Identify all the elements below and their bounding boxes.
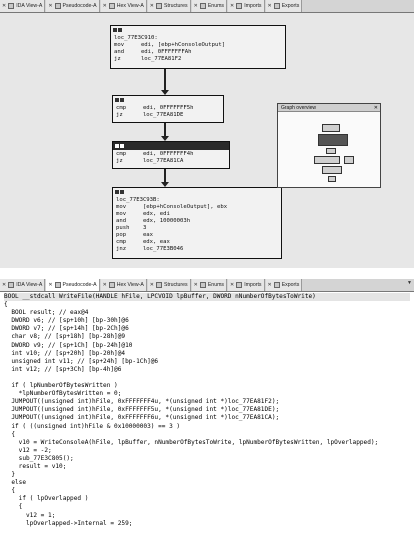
ida-view-icon [8, 282, 14, 288]
close-icon[interactable]: ✕ [373, 104, 378, 111]
node-3-code: cmp edi, 0FFFFFFF4h jz loc_77EA81CA [116, 151, 194, 164]
graph-node-4[interactable] [112, 187, 282, 259]
node-1-code: loc_77E3C910: mov edi, [ebp+hConsoleOutput] and edi, 0FFFFFFFAh jz loc_77EA81F2 [114, 35, 226, 62]
code-line: BOOL __stdcall WriteFile(HANDLE hFile, LPCVOID lpBuffer, DWORD nNumberOfBytesToWrite) [4, 293, 410, 301]
code-line: sub_77E3C805(); [4, 454, 74, 462]
code-line: DWORD v9; // [sp+1Ch] [bp-24h]@10 [4, 341, 133, 349]
overview-node [314, 156, 340, 164]
code-line: JUMPOUT((unsigned int)hFile, 0xFFFFFFF5u, *(unsigned int *)loc_77EA81DE); [4, 406, 280, 414]
imports-icon [236, 3, 242, 9]
code-line: unsigned int v11; // [sp+24h] [bp-1Ch]@6 [4, 357, 159, 365]
node-header [113, 96, 223, 104]
code-line: if ( lpNumberOfBytesWritten ) [4, 382, 118, 390]
tab-exports[interactable]: ✕ Exports [266, 279, 303, 291]
hex-view-icon [109, 282, 115, 288]
pseudocode-text[interactable] [0, 292, 414, 545]
code-line: BOOL result; // eax@4 [4, 309, 89, 317]
code-line: char v8; // [sp+18h] [bp-28h]@9 [4, 333, 126, 341]
code-line: int v12; // [sp+3Ch] [bp-4h]@6 [4, 365, 122, 373]
overview-node [328, 176, 336, 182]
exports-icon [274, 3, 280, 9]
overview-node [322, 124, 340, 132]
close-icon[interactable]: ✕ [230, 3, 235, 9]
graph-edge [164, 123, 166, 137]
close-icon[interactable]: ✕ [2, 3, 7, 9]
structures-icon [156, 282, 162, 288]
code-line [4, 374, 410, 382]
close-icon[interactable]: ✕ [149, 282, 154, 288]
code-line: v12 = -2; [4, 446, 52, 454]
enums-icon [200, 3, 206, 9]
tab-hex-view[interactable]: ✕ Hex View-A [101, 0, 147, 12]
code-line: v12 = 1; [4, 511, 56, 519]
code-line: *lpNumberOfBytesWritten = 0; [4, 390, 122, 398]
pseudocode-icon [55, 282, 61, 288]
overview-node [322, 166, 342, 174]
imports-icon [236, 282, 242, 288]
structures-icon [156, 3, 162, 9]
node-header [113, 188, 281, 196]
tab-imports[interactable]: ✕ Imports [228, 279, 265, 291]
ida-view-icon [8, 3, 14, 9]
hex-view-icon [109, 3, 115, 9]
overview-node [344, 156, 354, 164]
close-icon[interactable]: ✕ [48, 3, 53, 9]
code-line: if ( ((unsigned int)hFile & 0x10000003) == 3 ) [4, 422, 181, 430]
tab-exports[interactable]: ✕ Exports [266, 0, 303, 12]
tab-structures[interactable]: ✕ Structures [148, 0, 191, 12]
graph-edge [164, 169, 166, 183]
close-icon[interactable]: ✕ [193, 3, 198, 9]
graph-node-3[interactable] [112, 141, 230, 169]
node-header [113, 142, 229, 150]
code-line: { [4, 430, 16, 438]
graph-node-2[interactable] [112, 95, 224, 123]
overview-viewport[interactable] [318, 134, 348, 146]
node-2-code: cmp edi, 0FFFFFFF5h jz loc_77EA81DE [116, 105, 194, 118]
tab-structures[interactable]: ✕ Structures [148, 279, 191, 291]
node-color-icon [115, 190, 119, 194]
graph-overview-window[interactable] [277, 103, 381, 188]
figure-gap [0, 268, 414, 279]
tab-pseudocode[interactable]: ✕ Pseudocode-A [46, 279, 99, 291]
code-line: lpOverlapped->Internal = 259; [4, 519, 133, 527]
pseudocode-window [0, 279, 414, 545]
chevron-down-icon[interactable]: ▼ [407, 280, 412, 286]
close-icon[interactable]: ✕ [102, 3, 107, 9]
code-line: { [4, 301, 8, 309]
code-line: int v10; // [sp+20h] [bp-20h]@4 [4, 349, 126, 357]
node-4-code: loc_77E3C93B: mov [ebp+hConsoleOutput], ebx mov edx, edi and edx, 10000003h push 3 pop eax cmp edx, eax jnz loc_77E3B046 [116, 197, 228, 252]
code-line: } [4, 471, 16, 479]
enums-icon [200, 282, 206, 288]
pseudocode-icon [55, 3, 61, 9]
tab-hex-view[interactable]: ✕ Hex View-A [101, 279, 147, 291]
code-line: result = v10; [4, 462, 67, 470]
code-line: if ( lpOverlapped ) [4, 495, 89, 503]
node-graph-icon [120, 144, 124, 148]
code-line: JUMPOUT((unsigned int)hFile, 0xFFFFFFF6u, *(unsigned int *)loc_77EA81CA); [4, 414, 280, 422]
graph-overview-titlebar[interactable]: Graph overview ✕ [278, 104, 380, 112]
graph-node-1[interactable] [110, 25, 286, 69]
code-line: JUMPOUT((unsigned int)hFile, 0xFFFFFFF4u, *(unsigned int *)loc_77EA81F2); [4, 398, 280, 406]
code-line: v10 = WriteConsoleA(hFile, lpBuffer, nNumberOfBytesToWrite, lpNumberOfBytesWritten, lpOverlapped); [4, 438, 379, 446]
code-line: DWORD v6; // [sp+10h] [bp-30h]@6 [4, 317, 129, 325]
exports-icon [274, 282, 280, 288]
tab-enums[interactable]: ✕ Enums [192, 279, 227, 291]
close-icon[interactable]: ✕ [2, 282, 7, 288]
tab-bar-bottom [0, 279, 414, 292]
tab-imports[interactable]: ✕ Imports [228, 0, 265, 12]
close-icon[interactable]: ✕ [230, 282, 235, 288]
close-icon[interactable]: ✕ [149, 3, 154, 9]
graph-edge [164, 69, 166, 91]
tab-bar-top [0, 0, 414, 13]
close-icon[interactable]: ✕ [193, 282, 198, 288]
tab-enums[interactable]: ✕ Enums [192, 0, 227, 12]
node-header [111, 26, 285, 34]
node-graph-icon [120, 98, 124, 102]
close-icon[interactable]: ✕ [267, 282, 272, 288]
node-graph-icon [120, 190, 124, 194]
node-color-icon [115, 144, 119, 148]
close-icon[interactable]: ✕ [48, 282, 53, 288]
tab-pseudocode[interactable]: ✕ Pseudocode-A [46, 0, 99, 12]
node-graph-icon [118, 28, 122, 32]
tab-ida-view[interactable]: ✕ IDA View-A [0, 0, 45, 12]
node-color-icon [113, 28, 117, 32]
code-line: else [4, 479, 27, 487]
graph-view[interactable] [0, 13, 414, 268]
close-icon[interactable]: ✕ [267, 3, 272, 9]
close-icon[interactable]: ✕ [102, 282, 107, 288]
code-line: DWORD v7; // [sp+14h] [bp-2Ch]@6 [4, 325, 129, 333]
overview-node [326, 148, 336, 154]
node-color-icon [115, 98, 119, 102]
code-line: { [4, 503, 23, 511]
tab-ida-view[interactable]: ✕ IDA View-A [0, 279, 45, 291]
code-line: { [4, 487, 16, 495]
